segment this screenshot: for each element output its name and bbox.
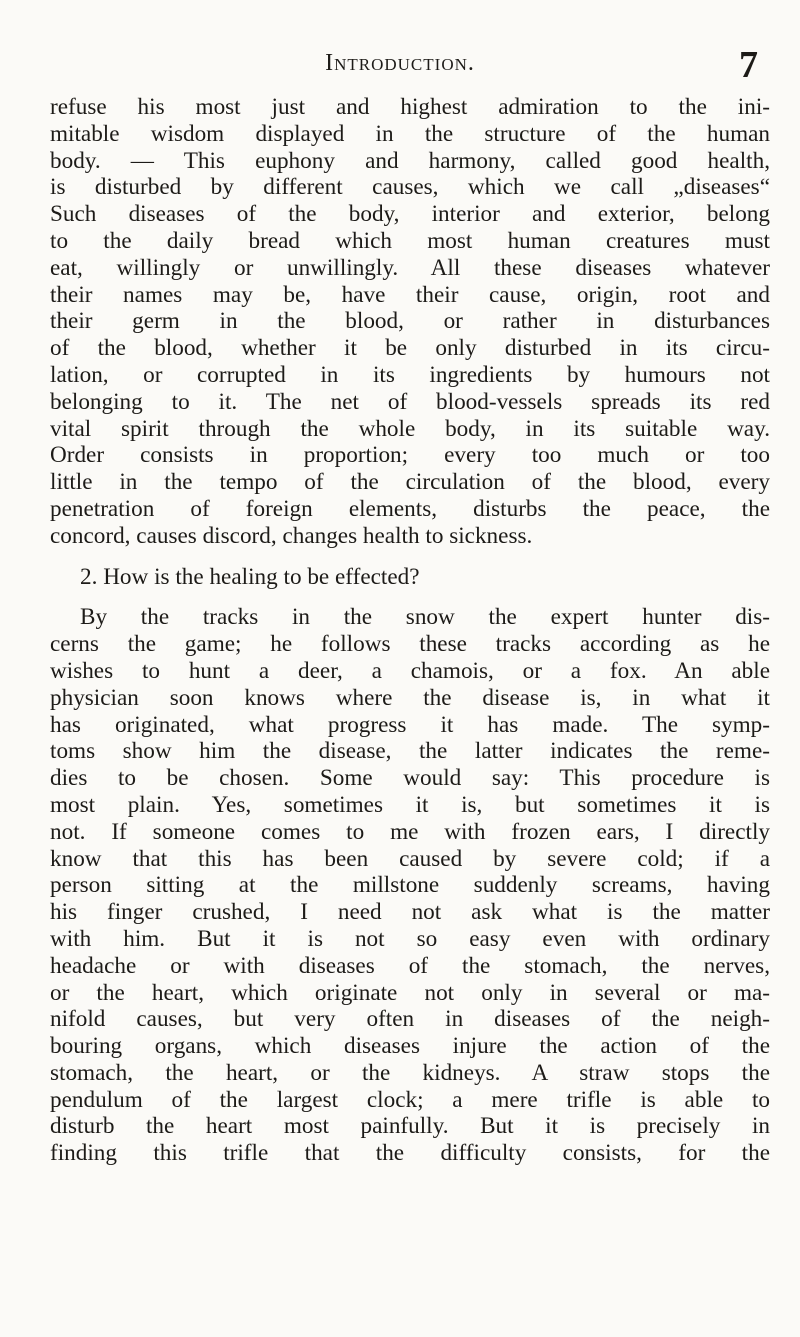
text-line: Order consists in proportion; every too much or too (50, 442, 770, 469)
text-line: penetration of foreign elements, disturbs the peace, the (50, 495, 770, 522)
text-line: has originated, what progress it has made. The symp- (50, 711, 770, 738)
page-number: 7 (739, 44, 758, 86)
text-line: finding this trifle that the difficulty consists, for the (50, 1140, 770, 1167)
paragraph (50, 604, 770, 1167)
text-line: lation, or corrupted in its ingredients by humours not (50, 361, 770, 388)
text-line: mitable wisdom displayed in the structure of the human (50, 120, 770, 147)
text-line: little in the tempo of the circulation of the blood, every (50, 469, 770, 496)
text-line: of the blood, whether it be only disturbed in its circu- (50, 335, 770, 362)
text-line: their germ in the blood, or rather in disturbances (50, 308, 770, 335)
text-line: belonging to it. The net of blood-vessels spreads its red (50, 388, 770, 415)
text-line: By the tracks in the snow the expert hunter dis- (80, 604, 770, 631)
text-line: to the daily bread which most human creatures must (50, 227, 770, 254)
text-line: wishes to hunt a deer, a chamois, or a fox. An able (50, 657, 770, 684)
text-line: toms show him the disease, the latter indicates the reme- (50, 738, 770, 765)
text-line: or the heart, which originate not only in several or ma- (50, 979, 770, 1006)
text-line: refuse his most just and highest admiration to the ini- (50, 94, 770, 120)
text-line: bouring organs, which diseases injure the action of the (50, 1033, 770, 1060)
text-line: body. — This euphony and harmony, called good health, (50, 147, 770, 174)
paragraph-gap (50, 550, 770, 564)
text-line: cerns the game; he follows these tracks according as he (50, 631, 770, 658)
running-title: Introduction. (325, 50, 475, 76)
text-line: know that this has been caused by severe cold; if a (50, 845, 770, 872)
text-line: their names may be, have their cause, origin, root and (50, 281, 770, 308)
text-line: physician soon knows where the disease is, in what it (50, 684, 770, 711)
text-line: most plain. Yes, sometimes it is, but sometimes it is (50, 791, 770, 818)
text-line: person sitting at the millstone suddenly screams, having (50, 872, 770, 899)
text-line: headache or with diseases of the stomach, the nerves, (50, 952, 770, 979)
text-line: 2. How is the healing to be effected? (80, 563, 420, 590)
text-line: dies to be chosen. Some would say: This procedure is (50, 765, 770, 792)
section-heading (50, 564, 770, 591)
text-line: pendulum of the largest clock; a mere trifle is able to (50, 1086, 770, 1113)
text-line: Such diseases of the body, interior and exterior, belong (50, 201, 770, 228)
body-text (50, 94, 770, 1167)
text-line: with him. But it is not so easy even with ordinary (50, 925, 770, 952)
text-line: vital spirit through the whole body, in its suitable way. (50, 415, 770, 442)
paragraph-gap (50, 590, 770, 604)
text-line: disturb the heart most painfully. But it is precisely in (50, 1113, 770, 1140)
text-line: not. If someone comes to me with frozen ears, I directly (50, 818, 770, 845)
text-line: is disturbed by different causes, which we call „diseases“ (50, 174, 770, 201)
text-line: eat, willingly or unwillingly. All these diseases whatever (50, 254, 770, 281)
text-line: concord, causes discord, changes health to sickness. (50, 522, 533, 549)
text-line: his finger crushed, I need not ask what is the matter (50, 899, 770, 926)
text-line: stomach, the heart, or the kidneys. A straw stops the (50, 1059, 770, 1086)
paragraph (50, 94, 770, 550)
text-line: nifold causes, but very often in diseases of the neigh- (50, 1006, 770, 1033)
running-header (0, 46, 800, 86)
